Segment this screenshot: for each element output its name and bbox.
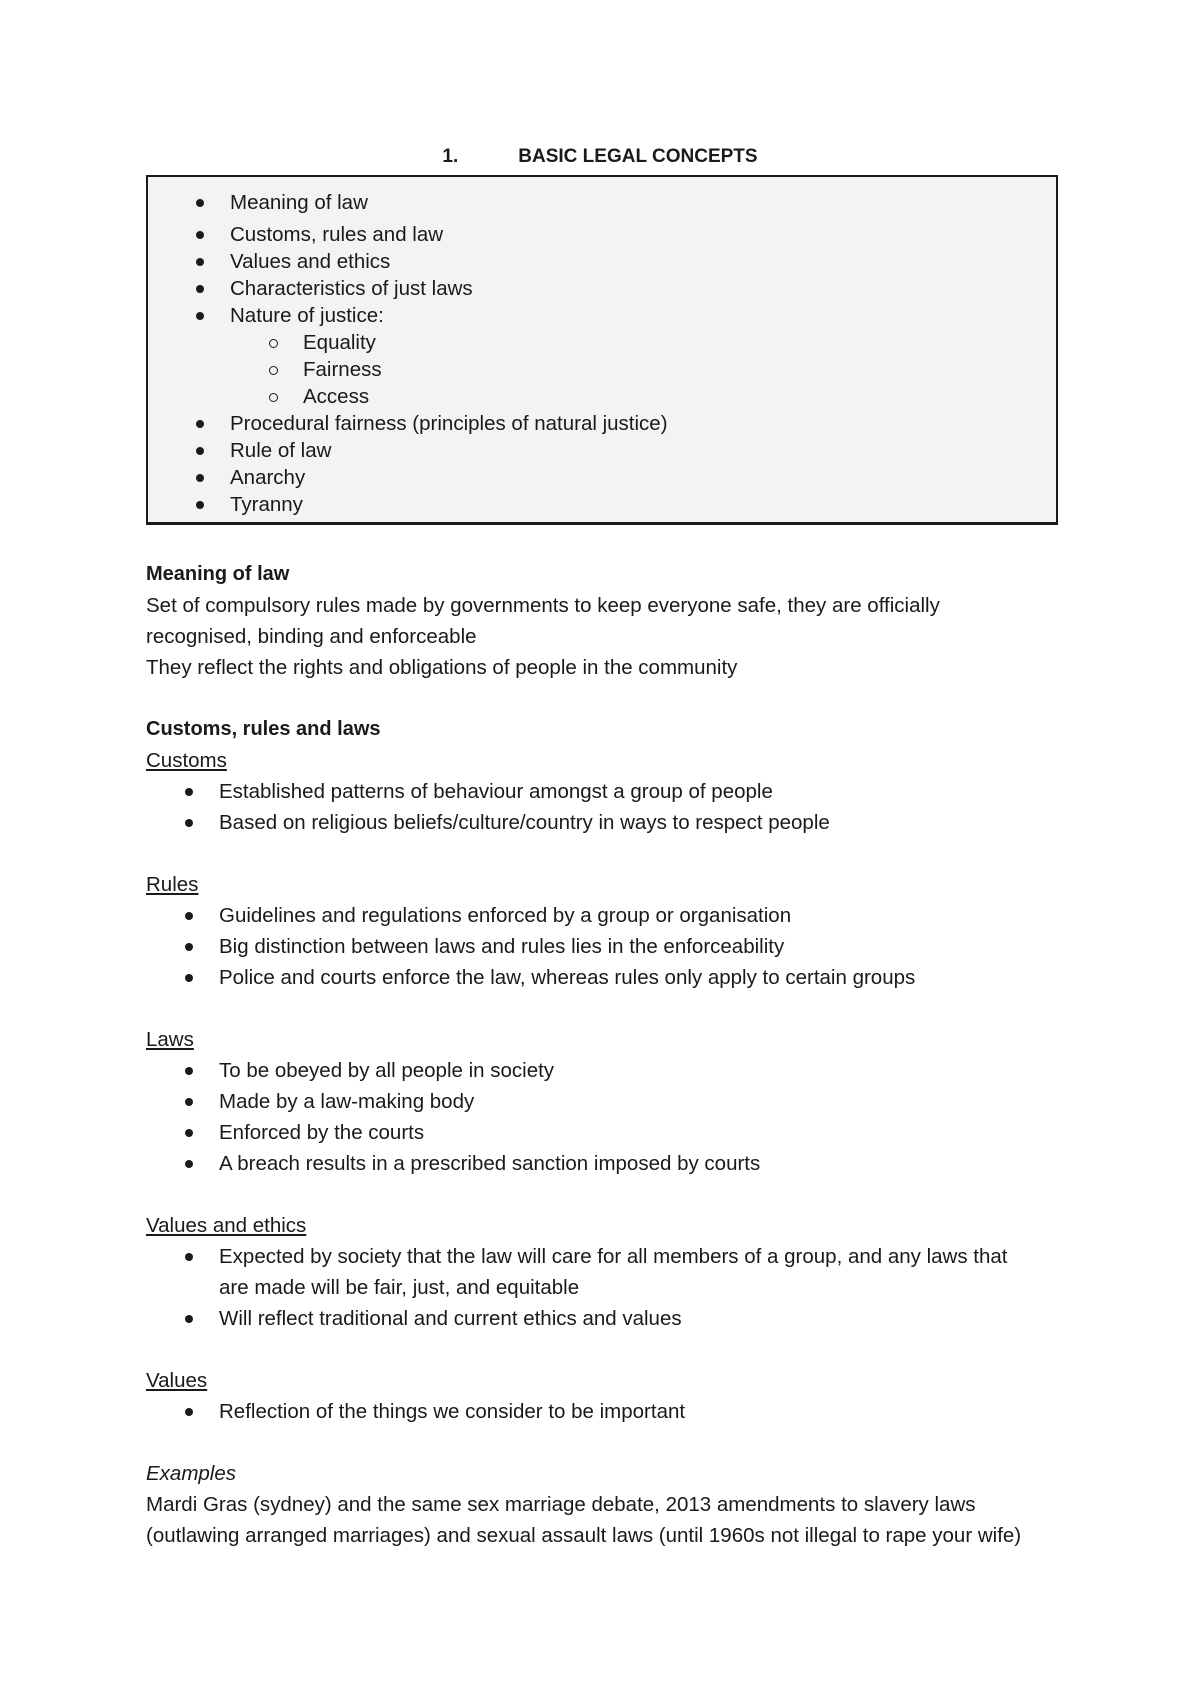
outline-item-text: Values and ethics [230,250,391,273]
paragraph-line: Set of compulsory rules made by governments to keep everyone safe, they are officially [146,594,940,617]
outline-item [148,491,1056,518]
hollow-bullet-icon [269,339,278,348]
bullet-icon [185,1160,193,1168]
list-item: To be obeyed by all people in society [146,1055,1066,1086]
bullet-icon [185,1098,193,1106]
outline-item [148,302,1056,329]
bullet-icon [196,420,204,428]
section-heading-customs: Customs, rules and laws [146,718,381,740]
title-number: 1. [442,146,459,167]
outline-subitem [148,383,1056,410]
bullet-icon [185,819,193,827]
bullet-icon [185,788,193,796]
outline-item [148,275,1056,302]
bullet-icon [185,912,193,920]
bullet-icon [196,447,204,455]
values-ethics-list [146,1241,1066,1334]
page-title [0,146,1200,168]
outline-item [148,189,1056,221]
subheading-customs: Customs [146,749,227,772]
outline-subitem-text: Fairness [303,358,382,381]
outline-item [148,437,1056,464]
list-item: Established patterns of behaviour amongst a group of people [146,776,1066,807]
bullet-icon [196,199,204,207]
list-item: Made by a law-making body [146,1086,1066,1117]
outline-box [146,175,1058,525]
section-heading-meaning: Meaning of law [146,563,290,585]
outline-item [148,248,1056,275]
bullet-icon [185,1253,193,1261]
hollow-bullet-icon [269,393,278,402]
paragraph-line: They reflect the rights and obligations of people in the community [146,656,738,679]
values-list [146,1396,1066,1427]
subheading-examples: Examples [146,1462,237,1485]
paragraph-line: recognised, binding and enforceable [146,625,477,648]
outline-list [148,189,1056,518]
list-item: Will reflect traditional and current ethics and values [146,1303,1066,1334]
bullet-icon [196,312,204,320]
bullet-icon [185,1129,193,1137]
outline-item [148,221,1056,248]
laws-list [146,1055,1066,1179]
bullet-icon [185,1315,193,1323]
subheading-rules: Rules [146,873,199,896]
rules-list [146,900,1066,993]
list-item: Guidelines and regulations enforced by a group or organisation [146,900,1066,931]
bullet-icon [196,501,204,509]
paragraph-line: Mardi Gras (sydney) and the same sex marriage debate, 2013 amendments to slavery laws [146,1493,976,1516]
bullet-icon [185,1067,193,1075]
document-body [146,559,1066,1551]
list-item: A breach results in a prescribed sanction imposed by courts [146,1148,1066,1179]
bullet-icon [196,474,204,482]
outline-subitem [148,329,1056,356]
subheading-laws: Laws [146,1028,194,1051]
outline-item [148,464,1056,491]
outline-item-text: Nature of justice: [230,304,384,327]
customs-list [146,776,1066,838]
bullet-icon [196,231,204,239]
list-item-continuation: are made will be fair, just, and equitable [219,1276,580,1299]
outline-subitem [148,356,1056,383]
outline-item-text: Meaning of law [230,191,368,214]
outline-subitem-text: Access [303,385,370,408]
title-text: BASIC LEGAL CONCEPTS [518,146,758,167]
subheading-values: Values [146,1369,208,1392]
outline-item-text: Customs, rules and law [230,223,444,246]
outline-item-text: Rule of law [230,439,332,462]
list-item: Enforced by the courts [146,1117,1066,1148]
bullet-icon [196,285,204,293]
outline-item-text: Procedural fairness (principles of natural justice) [230,412,668,435]
bullet-icon [185,974,193,982]
bullet-icon [196,258,204,266]
list-item: Based on religious beliefs/culture/country in ways to respect people [146,807,1066,838]
outline-item-text: Anarchy [230,466,306,489]
list-item: Police and courts enforce the law, whereas rules only apply to certain groups [146,962,1066,993]
outline-subitem-text: Equality [303,331,376,354]
outline-item-text: Tyranny [230,493,303,516]
outline-item [148,410,1056,437]
bullet-icon [185,1408,193,1416]
paragraph-line: (outlawing arranged marriages) and sexual assault laws (until 1960s not illegal to rape your wife) [146,1524,1022,1547]
hollow-bullet-icon [269,366,278,375]
subheading-values-ethics: Values and ethics [146,1214,307,1237]
outline-item-text: Characteristics of just laws [230,277,473,300]
bullet-icon [185,943,193,951]
list-item: Big distinction between laws and rules lies in the enforceability [146,931,1066,962]
list-item: Expected by society that the law will care for all members of a group, and any laws that [146,1241,1066,1272]
list-item: Reflection of the things we consider to be important [146,1396,1066,1427]
